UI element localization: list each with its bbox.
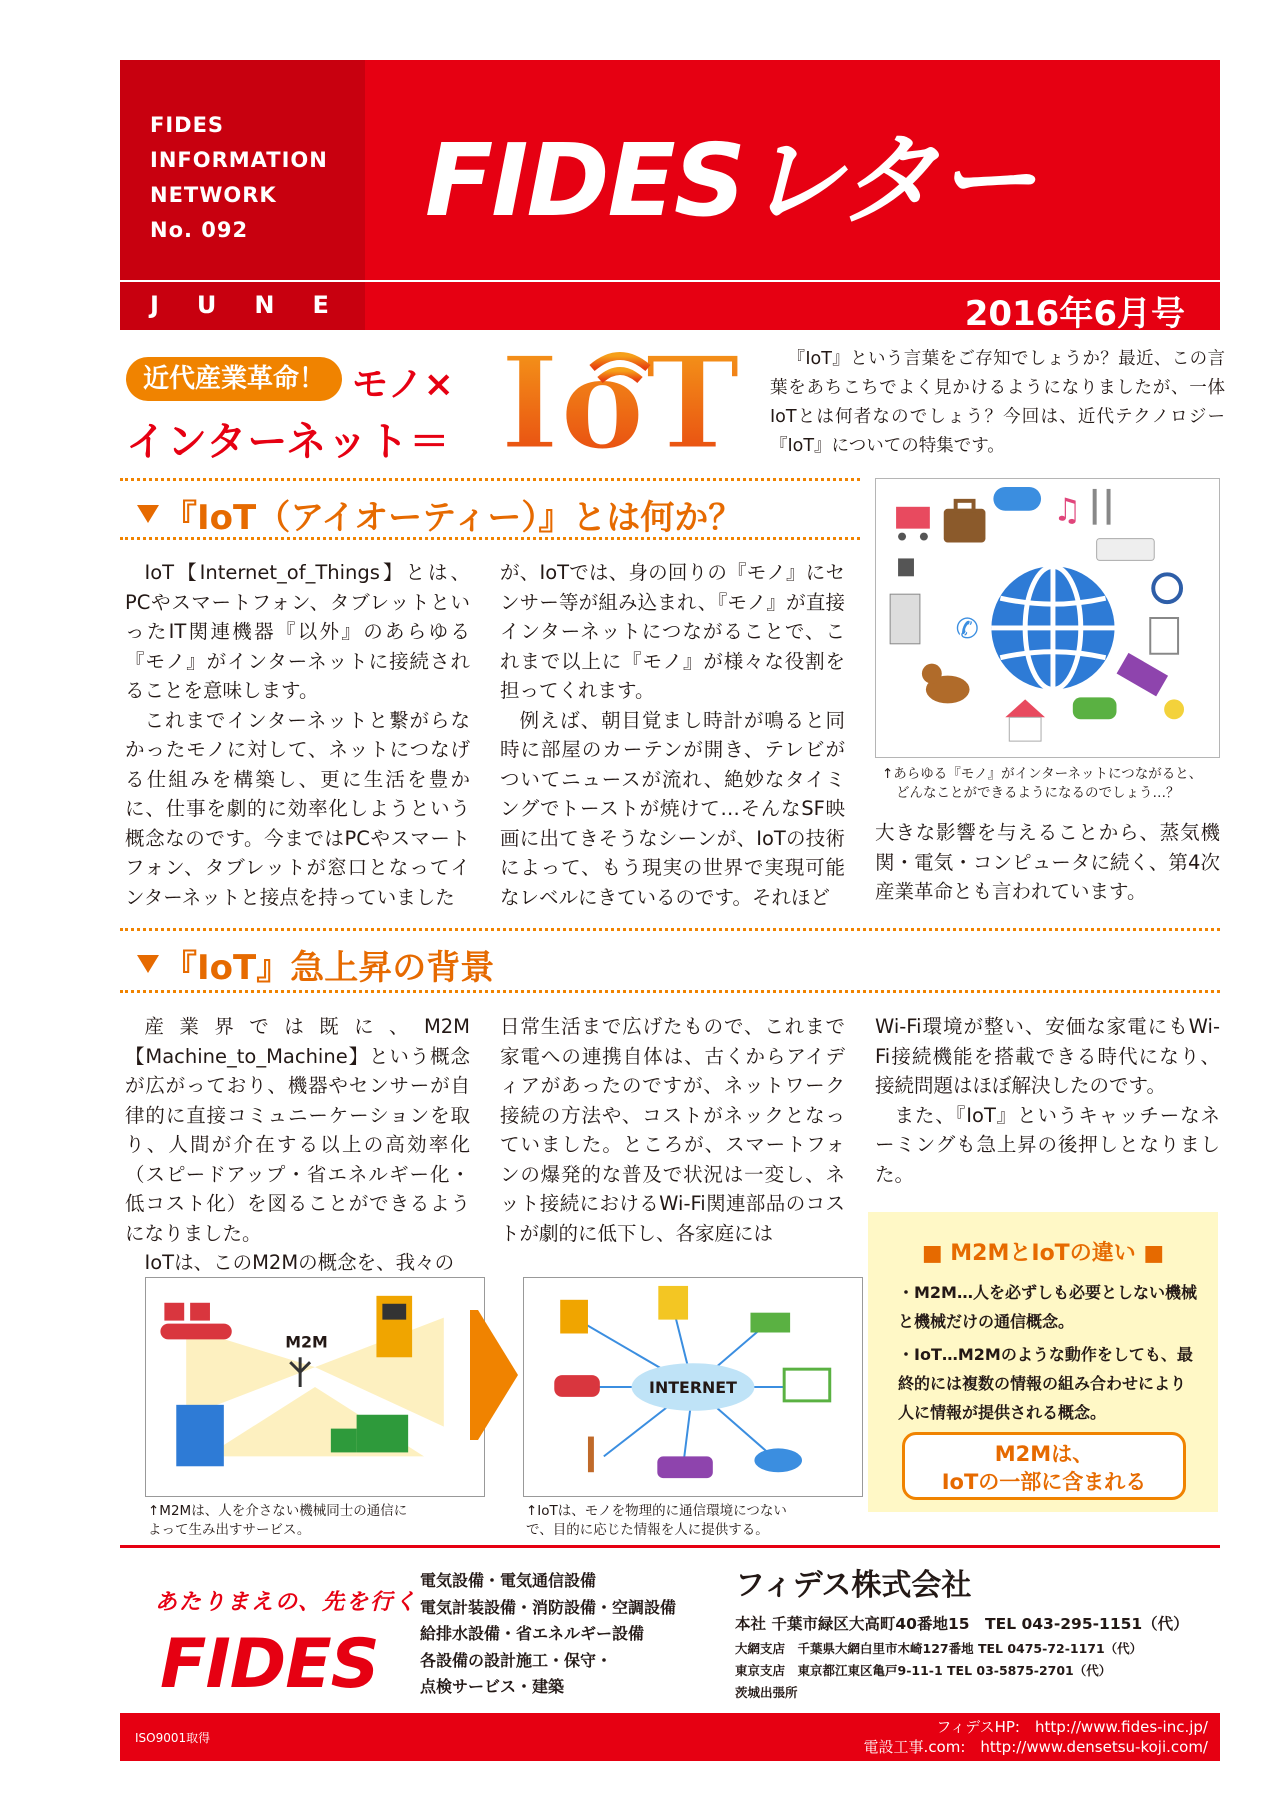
document-icon	[1150, 618, 1178, 654]
fridge-icon	[890, 594, 920, 644]
section1-col2	[500, 558, 845, 912]
caption-line: ↑M2Mは、人を介さない機械同士の通信に	[148, 1503, 408, 1519]
globe-icon	[991, 566, 1114, 689]
section2-dotline-bottom	[120, 990, 1220, 993]
internet-label: INTERNET	[649, 1377, 737, 1397]
phone-icon	[956, 612, 979, 645]
branch-addresses	[735, 1638, 1142, 1704]
building-icon	[176, 1405, 224, 1466]
bag-icon	[944, 501, 986, 543]
iot-logo	[500, 340, 740, 460]
section2-title: 『IoT』急上昇の背景	[163, 948, 495, 988]
feature-line2: インターネット＝	[126, 419, 451, 465]
paragraph: IoT【Internet_of_Things】とは、PCやスマートフォン、タブレットといったIT関連機器『以外』のあらゆる『モノ』がインターネットに接続されることを意味します。	[125, 561, 470, 702]
section1-heading	[137, 490, 742, 539]
atm-icon	[376, 1296, 412, 1357]
section2-heading	[137, 940, 494, 989]
m2m-label: M2M	[285, 1332, 328, 1352]
m2m-diagram	[145, 1277, 485, 1497]
paragraph: 日常生活まで広げたもので、これまで家電への連携自体は、古くからアイディアがあったのですが、ネットワーク接続の方法や、コストがネックとなっていました。ところが、スマートフォンの爆発的な普及で状況は一変し、ネット接続におけるWi-Fi関連部品のコストが劇的に低下し、各家庭には	[500, 1015, 845, 1245]
slogan: あたりまえの、先を行く	[155, 1590, 419, 1615]
iot-internet-diagram	[523, 1277, 863, 1497]
footer-bar	[120, 1713, 1220, 1761]
section1-title: 『IoT（アイオーティー）』とは何か？	[163, 498, 743, 538]
camera-icon	[750, 1313, 790, 1333]
footer-divider	[120, 1545, 1220, 1548]
branch-address: 東京支店 東京都江東区亀戸9-11-1 TEL 03-5875-2701（代）	[735, 1663, 1112, 1678]
car-icon	[554, 1375, 600, 1397]
microwave-icon	[784, 1369, 830, 1401]
branch-address: 茨城出張所	[735, 1685, 798, 1700]
remote-icon	[657, 1456, 712, 1478]
service-item: 給排水設備・省エネルギー設備	[420, 1624, 645, 1643]
section2-col1	[125, 1012, 470, 1278]
comparison-body	[898, 1278, 1198, 1427]
arrow-right-icon	[470, 1310, 518, 1440]
section1-col3: 大きな影響を与えることから、蒸気機関・電気・コンピュータに続く、第4次産業革命とも言われています。	[875, 821, 1220, 903]
triangle-icon	[137, 955, 159, 973]
intro-text: 『IoT』という言葉をご存知でしょうか？最近、この言葉をあちこちでよく見かけるようになりましたが、一体IoTとは何者なのでしょう？今回は、近代テクノロジー『IoT』についての特集です。	[770, 349, 1225, 456]
caption-line: よって生み出すサービス。	[148, 1522, 311, 1538]
caption-line: ↑あらゆる『モノ』がインターネットにつながると、	[882, 766, 1203, 782]
clock-icon	[1153, 574, 1181, 602]
issue-number: No. 092	[150, 218, 249, 242]
masthead	[120, 60, 1220, 280]
gamepad-icon	[993, 487, 1041, 511]
section1-col1	[125, 558, 470, 912]
comparison-item: ・IoT…M2Mのような動作をしても、最終的には複数の情報の組み合わせにより人に情報が提供される概念。	[898, 1345, 1193, 1422]
footer-urls	[864, 1717, 1208, 1757]
paragraph: また、『IoT』というキャッチーなネーミングも急上昇の後押しとなりました。	[875, 1103, 1220, 1186]
m2m-iot-comparison-box	[868, 1212, 1218, 1512]
caption-line: で、目的に応じた情報を人に提供する。	[526, 1522, 769, 1538]
section1-dotline-bottom	[120, 537, 860, 540]
piano-icon	[1117, 653, 1168, 696]
service-item: 電気設備・電気通信設備	[420, 1571, 597, 1590]
issue-date: 2016年6月号	[964, 294, 1185, 334]
masthead-info-panel	[120, 60, 365, 280]
feature-line1: モノ×	[352, 364, 454, 405]
comparison-highlight	[902, 1432, 1186, 1500]
svg-text:♫: ♫	[1052, 492, 1082, 529]
highlight-line: IoTの一部に含まれる	[941, 1470, 1147, 1494]
caption-line: ↑IoTは、モノを物理的に通信環境につない	[526, 1503, 787, 1519]
cutlery-icon	[1093, 489, 1111, 525]
robot-icon	[658, 1286, 688, 1320]
month-panel	[120, 282, 365, 330]
paragraph: が、IoTでは、身の回りの『モノ』にセンサー等が組み込まれ、『モノ』が直接インターネットにつながることで、これまで以上に『モノ』が様々な役割を担ってくれます。	[500, 561, 845, 702]
paragraph: Wi-Fi環境が整い、安価な家電にもWi-Fi接続機能を搭載できる時代になり、接続問題はほぼ解決したのです。	[875, 1015, 1220, 1097]
music-icon	[1053, 493, 1081, 529]
dog-icon	[922, 664, 970, 704]
masthead-info	[150, 108, 328, 248]
paragraph: これまでインターネットと繋がらなかったモノに対して、ネットにつなげる仕組みを構築し、更に生活を豊かに、仕事を劇的に効率化しようという概念なのです。今まではPCやスマートフォン、タブレットが窓口となってインターネットと接点を持っていました	[125, 708, 470, 909]
iot-things-illustration	[875, 478, 1220, 758]
date-bar	[120, 282, 1220, 334]
service-item: 各設備の設計施工・保守・	[420, 1650, 613, 1670]
illustration-caption	[882, 765, 1202, 803]
section2-col2	[500, 1012, 845, 1248]
branch-address: 大網支店 千葉県大網白里市木崎127番地 TEL 0475-72-1171（代）	[735, 1641, 1143, 1656]
iso-label: ISO9001取得	[135, 1731, 211, 1745]
svg-text:✆: ✆	[955, 611, 979, 645]
comparison-item: ・M2M…人を必ずしも必要としない機械と機械だけの通信概念。	[898, 1283, 1197, 1331]
paragraph: 例えば、朝目覚まし時計が鳴ると同時に部屋のカーテンが開き、テレビがついてニュースが流れ、絶妙なタイミングでトーストが焼けて…そんなSF映画に出てきそうなシーンが、IoTの技術によって、もう現実の世界で実現可能なレベルにきているのです。それほど	[500, 708, 845, 909]
info-line: INFORMATION	[150, 148, 328, 172]
pet-bowl-icon	[754, 1448, 802, 1472]
house-icon	[1005, 699, 1045, 741]
plug-icon	[898, 558, 914, 576]
caption-line: どんなことができるようになるのでしょう…？	[896, 785, 1180, 801]
masthead-divider	[120, 280, 1220, 282]
fides-logo: FIDES	[160, 1625, 379, 1704]
info-line: FIDES	[150, 113, 225, 137]
iot-caption	[526, 1502, 787, 1540]
website-link[interactable]: フィデスHP: http://www.fides-inc.jp/	[936, 1718, 1208, 1736]
section2-dotline-top	[120, 928, 1220, 931]
highlight-line: M2Mは、	[994, 1442, 1094, 1466]
feature-pill: 近代産業革命！	[126, 357, 342, 401]
coffee-maker-icon	[560, 1300, 588, 1334]
service-item: 電気計装設備・消防設備・空調設備	[420, 1597, 677, 1617]
service-item: 点検サービス・建築	[420, 1677, 565, 1696]
hq-address: 本社 千葉市緑区大高町40番地15 TEL 043-295-1151（代）	[735, 1615, 1189, 1633]
company-name: フィデス株式会社	[735, 1568, 972, 1603]
section1-dotline-top	[120, 478, 860, 481]
iot-logo-text: IoT	[500, 340, 740, 460]
month-label: JUNE	[150, 291, 367, 319]
cart-icon	[896, 507, 930, 541]
paragraph: 産業界では既に、M2M【Machine_to_Machine】という概念が広がっており、機器やセンサーが自律的に直接コミュニーケーションを取り、人間が介在する以上の高効率化（スピードアップ・省エネルギー化・低コスト化）を図ることができるようになりました。	[125, 1015, 470, 1245]
triangle-icon	[137, 505, 159, 523]
lamp-icon	[588, 1437, 594, 1473]
comparison-title: ■ M2MとIoTの違い ■	[921, 1241, 1165, 1266]
info-line: NETWORK	[150, 183, 277, 207]
car-icon	[1073, 697, 1117, 719]
services-list	[420, 1568, 676, 1701]
paragraph: IoTは、このM2Mの概念を、我々の	[144, 1251, 455, 1274]
air-conditioner-icon	[1097, 539, 1155, 561]
section2-col3	[875, 1012, 1220, 1189]
newsletter-title: FIDESレター	[425, 122, 1034, 239]
densetsu-link[interactable]: 電設工事.com: http://www.densetsu-koji.com/	[863, 1738, 1208, 1756]
bulb-icon	[1164, 699, 1184, 719]
m2m-caption	[148, 1502, 407, 1540]
